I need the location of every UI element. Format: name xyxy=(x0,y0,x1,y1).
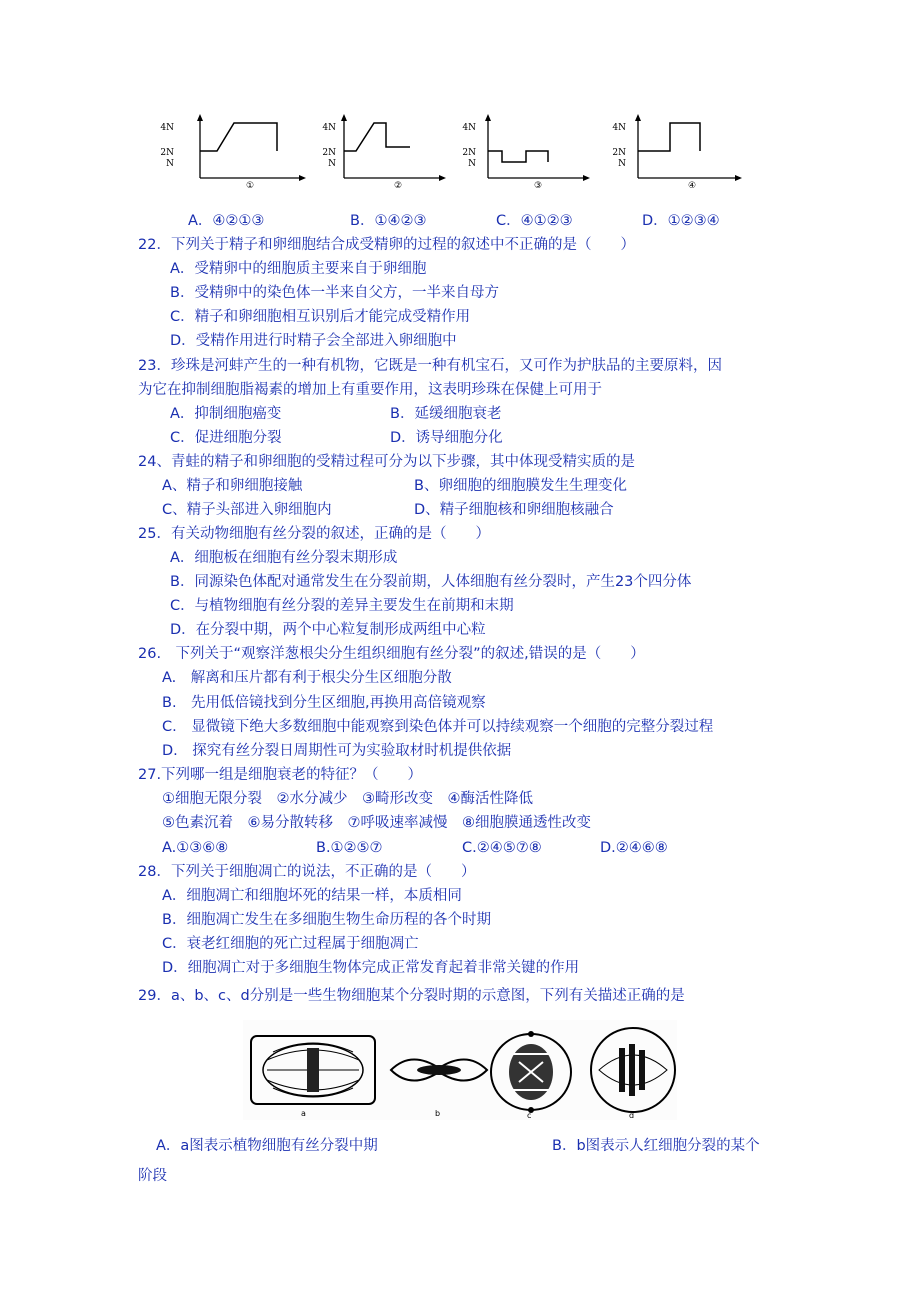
q29-stem: 29．a、b、c、d分别是一些生物细胞某个分裂时期的示意图，下列有关描述正确的是 xyxy=(138,988,685,1004)
q26-option-b: B. 先用低倍镜找到分生区细胞,再换用高倍镜观察 xyxy=(162,695,486,711)
q22-option-c: C．精子和卵细胞相互识别后才能完成受精作用 xyxy=(170,309,471,325)
graph-4 xyxy=(612,112,744,192)
q21-option-d: D．①②③④ xyxy=(642,213,720,229)
q28-option-d: D．细胞凋亡对于多细胞生物体完成正常发育起着非常关键的作用 xyxy=(162,960,580,976)
axis-label-4n: 4N xyxy=(322,123,336,133)
axis-label-4n: 4N xyxy=(462,123,476,133)
graph-line xyxy=(200,123,277,151)
q29-option-b: B．b图表示人红细胞分裂的某个 xyxy=(552,1138,760,1154)
graph-2 xyxy=(314,112,446,192)
q26-option-c: C. 显微镜下绝大多数细胞中能观察到染色体并可以持续观察一个细胞的完整分裂过程 xyxy=(162,719,714,735)
q27-items-row1: ①细胞无限分裂 ②水分减少 ③畸形改变 ④酶活性降低 xyxy=(162,791,533,807)
q25-stem: 25．有关动物细胞有丝分裂的叙述，正确的是（ ） xyxy=(138,526,490,542)
q23-option-a: A．抑制细胞癌变 xyxy=(170,406,282,422)
q21-option-c: C．④①②③ xyxy=(496,213,573,229)
q25-option-d: D．在分裂中期，两个中心粒复制形成两组中心粒 xyxy=(170,622,486,638)
axis-label-2n: 2N xyxy=(160,148,174,158)
q28-option-c: C．衰老红细胞的死亡过程属于细胞凋亡 xyxy=(162,936,419,952)
q23-option-b: B．延缓细胞衰老 xyxy=(390,406,502,422)
q28-option-a: A．细胞凋亡和细胞坏死的结果一样，本质相同 xyxy=(162,888,462,904)
svg-text:a: a xyxy=(301,1109,306,1118)
graph-line xyxy=(488,151,548,162)
axis-label-4n: 4N xyxy=(160,123,174,133)
axis-label-n: N xyxy=(618,159,626,169)
graph-label: ① xyxy=(245,181,255,191)
graph-line xyxy=(638,123,700,151)
axis-label-n: N xyxy=(328,159,336,169)
q27-items-row2: ⑤色素沉着 ⑥易分散转移 ⑦呼吸速率减慢 ⑧细胞膜通透性改变 xyxy=(162,815,591,831)
q22-option-b: B．受精卵中的染色体一半来自父方，一半来自母方 xyxy=(170,285,499,301)
q25-option-c: C．与植物细胞有丝分裂的差异主要发生在前期和末期 xyxy=(170,598,514,614)
q24-option-c: C、精子头部进入卵细胞内 xyxy=(162,502,332,518)
graph-line xyxy=(344,123,410,151)
q23-stem-line2: 为它在抑制细胞脂褐素的增加上有重要作用，这表明珍珠在保健上可用于 xyxy=(138,382,602,398)
graph-label: ④ xyxy=(687,181,697,191)
svg-text:c: c xyxy=(527,1111,532,1120)
chromosome-graphs xyxy=(162,112,752,192)
q26-stem: 26. 下列关于“观察洋葱根尖分生组织细胞有丝分裂”的叙述,错误的是（ ） xyxy=(138,646,645,662)
q24-stem: 24、青蛙的精子和卵细胞的受精过程可分为以下步骤，其中体现受精实质的是 xyxy=(138,454,635,470)
cell-division-figures xyxy=(243,1020,677,1120)
q21-option-b: B．①④②③ xyxy=(350,213,427,229)
q27-option-b: B.①②⑤⑦ xyxy=(316,840,383,856)
q27-stem: 27.下列哪一组是细胞衰老的特征？（ ） xyxy=(138,767,423,783)
q27-option-c: C.②④⑤⑦⑧ xyxy=(462,840,542,856)
q27-option-d: D.②④⑥⑧ xyxy=(600,840,668,856)
q25-option-b: B．同源染色体配对通常发生在分裂前期，人体细胞有丝分裂时，产生23个四分体 xyxy=(170,574,692,590)
graph-label: ② xyxy=(393,181,403,191)
q28-option-b: B．细胞凋亡发生在多细胞生物生命历程的各个时期 xyxy=(162,912,491,928)
q29-option-a: A．a图表示植物细胞有丝分裂中期 xyxy=(156,1138,378,1154)
graph-label: ③ xyxy=(533,181,543,191)
q25-option-a: A．细胞板在细胞有丝分裂末期形成 xyxy=(170,550,398,566)
q24-option-b: B、卵细胞的细胞膜发生生理变化 xyxy=(414,478,627,494)
axis-label-2n: 2N xyxy=(322,148,336,158)
q24-option-a: A、精子和卵细胞接触 xyxy=(162,478,303,494)
q26-option-a: A. 解离和压片都有利于根尖分生区细胞分散 xyxy=(162,670,452,686)
axis-label-2n: 2N xyxy=(612,148,626,158)
svg-text:b: b xyxy=(435,1109,441,1118)
axis-label-2n: 2N xyxy=(462,148,476,158)
axis-label-n: N xyxy=(166,159,174,169)
q22-option-d: D．受精作用进行时精子会全部进入卵细胞中 xyxy=(170,333,457,349)
q28-stem: 28．下列关于细胞凋亡的说法，不正确的是（ ） xyxy=(138,864,476,880)
q24-option-d: D、精子细胞核和卵细胞核融合 xyxy=(414,502,614,518)
q29-option-b-continuation: 阶段 xyxy=(138,1168,167,1184)
graph-1 xyxy=(162,112,294,192)
q23-option-c: C．促进细胞分裂 xyxy=(170,430,282,446)
axis-label-n: N xyxy=(468,159,476,169)
q22-stem: 22．下列关于精子和卵细胞结合成受精卵的过程的叙述中不正确的是（ ） xyxy=(138,237,635,253)
q23-option-d: D．诱导细胞分化 xyxy=(390,430,503,446)
q26-option-d: D. 探究有丝分裂日周期性可为实验取材时机提供依据 xyxy=(162,743,512,759)
graph-3 xyxy=(462,112,594,192)
svg-text:d: d xyxy=(629,1111,635,1120)
q21-option-a: A．④②①③ xyxy=(188,213,265,229)
axis-label-4n: 4N xyxy=(612,123,626,133)
q22-option-a: A．受精卵中的细胞质主要来自于卵细胞 xyxy=(170,261,427,277)
q23-stem-line1: 23．珍珠是河蚌产生的一种有机物，它既是一种有机宝石，又可作为护肤品的主要原料，因 xyxy=(138,358,722,374)
q27-option-a: A.①③⑥⑧ xyxy=(162,840,229,856)
